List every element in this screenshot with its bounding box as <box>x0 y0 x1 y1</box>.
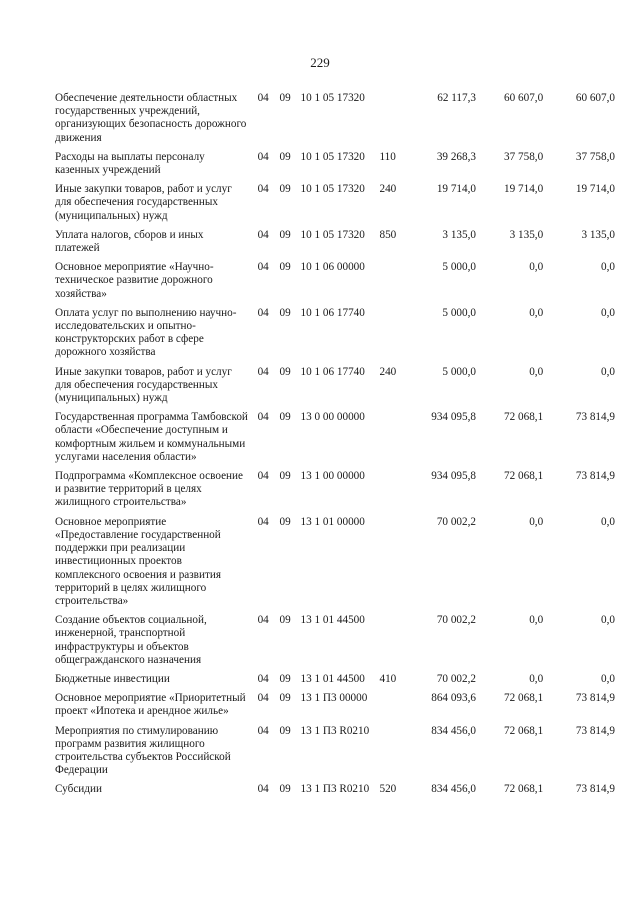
row-amount-3: 60 607,0 <box>575 92 615 104</box>
row-amount-1: 5 000,0 <box>442 306 476 319</box>
table-row <box>55 183 615 229</box>
row-subsection: 09 <box>279 783 291 796</box>
row-amount-2: 72 068,1 <box>504 783 544 796</box>
row-subsection: 09 <box>279 515 291 528</box>
row-razdel: 04 <box>257 365 269 378</box>
row-amount-1: 834 456,0 <box>431 724 476 737</box>
table-row <box>55 614 615 673</box>
row-amount-1: 70 002,2 <box>436 672 476 685</box>
row-expense-type <box>379 692 408 724</box>
table-row <box>55 151 615 183</box>
row-subsection: 09 <box>279 261 291 274</box>
row-target-article: 10 1 06 17740 <box>300 306 365 319</box>
row-subsection: 09 <box>279 183 291 196</box>
row-expense-type <box>379 92 408 151</box>
row-amount-3: 19 714,0 <box>575 183 615 196</box>
row-amount-1: 3 135,0 <box>442 228 476 241</box>
row-amount-2: 0,0 <box>529 614 544 627</box>
row-amount-1: 39 268,3 <box>436 150 476 163</box>
row-amount-2: 72 068,1 <box>504 724 544 737</box>
table-row <box>55 92 615 151</box>
row-target-article: 10 1 05 17320 <box>300 150 365 163</box>
row-target-article: 10 1 05 17320 <box>300 183 365 196</box>
row-amount-1: 5 000,0 <box>442 365 476 378</box>
row-amount-1: 19 714,0 <box>436 183 476 196</box>
row-razdel: 04 <box>257 724 269 737</box>
row-amount-2: 0,0 <box>529 365 544 378</box>
row-target-article: 10 1 05 17320 <box>300 92 365 104</box>
row-target-article: 13 1 П3 00000 <box>300 692 368 705</box>
table-row <box>55 783 615 802</box>
row-amount-1: 70 002,2 <box>436 614 476 627</box>
row-expense-type: 520 <box>379 783 397 796</box>
row-amount-3: 0,0 <box>601 261 615 274</box>
budget-table <box>55 92 615 803</box>
page-number: 229 <box>310 55 330 70</box>
row-expense-type: 410 <box>379 672 397 685</box>
row-razdel: 04 <box>257 515 269 528</box>
row-razdel: 04 <box>257 470 269 483</box>
row-razdel: 04 <box>257 92 269 104</box>
row-amount-1: 934 095,8 <box>431 411 476 424</box>
row-expense-type: 240 <box>379 365 397 378</box>
row-target-article: 10 1 06 17740 <box>300 365 365 378</box>
row-razdel: 04 <box>257 692 269 705</box>
row-subsection: 09 <box>279 470 291 483</box>
table-row <box>55 229 615 261</box>
row-subsection: 09 <box>279 365 291 378</box>
row-amount-2: 0,0 <box>529 261 544 274</box>
row-amount-3: 0,0 <box>601 515 615 528</box>
row-subsection: 09 <box>279 92 291 104</box>
row-name: Оплата услуг по выполнению научно-исследовательских и опытно-конструкторских работ в сфере дорожного хозяйства <box>55 306 237 359</box>
row-amount-2: 72 068,1 <box>504 411 544 424</box>
row-amount-2: 72 068,1 <box>504 692 544 705</box>
row-target-article: 10 1 06 00000 <box>300 261 365 274</box>
table-row <box>55 470 615 516</box>
table-row <box>55 725 615 784</box>
table-body <box>55 92 615 803</box>
table-row <box>55 366 615 412</box>
table-row <box>55 516 615 614</box>
row-name: Уплата налогов, сборов и иных платежей <box>55 228 204 255</box>
row-razdel: 04 <box>257 672 269 685</box>
row-expense-type <box>379 411 408 470</box>
row-amount-1: 70 002,2 <box>436 515 476 528</box>
row-expense-type: 110 <box>379 150 396 163</box>
row-amount-3: 73 814,9 <box>575 692 615 705</box>
row-name: Иные закупки товаров, работ и услуг для обеспечения государственных (муниципальных) нужд <box>55 365 232 405</box>
row-name: Субсидии <box>55 783 102 796</box>
row-expense-type: 850 <box>379 228 397 241</box>
row-expense-type <box>379 307 408 366</box>
row-razdel: 04 <box>257 783 269 796</box>
row-subsection: 09 <box>279 411 291 424</box>
row-amount-2: 0,0 <box>529 306 544 319</box>
row-subsection: 09 <box>279 306 291 319</box>
row-razdel: 04 <box>257 183 269 196</box>
row-target-article: 10 1 05 17320 <box>300 228 365 241</box>
row-name: Государственная программа Тамбовской области «Обеспечение доступным и комфортным жильем и коммунальными услугами населения области» <box>55 411 248 463</box>
row-amount-3: 73 814,9 <box>575 411 615 424</box>
table-row <box>55 673 615 692</box>
row-target-article: 13 0 00 00000 <box>300 411 365 424</box>
row-amount-1: 834 456,0 <box>431 783 476 796</box>
row-amount-2: 0,0 <box>529 672 544 685</box>
table-row <box>55 261 615 307</box>
row-amount-3: 73 814,9 <box>575 470 615 483</box>
row-name: Основное мероприятие «Предоставление государственной поддержки при реализации инвестиционных проектов комплексного освоения и развития территорий в целях жилищного строительства» <box>55 515 221 607</box>
row-target-article: 13 1 П3 R0210 <box>300 724 370 737</box>
row-amount-1: 62 117,3 <box>437 92 476 104</box>
row-subsection: 09 <box>279 672 291 685</box>
row-amount-2: 60 607,0 <box>504 92 544 104</box>
row-name: Подпрограмма «Комплексное освоение и развитие территорий в целях жилищного строительства» <box>55 470 243 509</box>
row-razdel: 04 <box>257 228 269 241</box>
row-amount-2: 72 068,1 <box>504 470 544 483</box>
row-target-article: 13 1 01 44500 <box>300 614 365 627</box>
row-amount-3: 73 814,9 <box>575 783 615 796</box>
row-razdel: 04 <box>257 306 269 319</box>
row-name: Создание объектов социальной, инженерной, транспортной инфраструктуры и объектов общегражданского назначения <box>55 614 207 666</box>
row-amount-2: 19 714,0 <box>504 183 544 196</box>
table-row <box>55 692 615 724</box>
row-name: Бюджетные инвестиции <box>55 672 170 685</box>
row-amount-3: 37 758,0 <box>575 150 615 163</box>
row-name: Обеспечение деятельности областных государственных учреждений, организующих безопасность дорожного движения <box>55 92 247 144</box>
row-razdel: 04 <box>257 150 269 163</box>
row-target-article: 13 1 П3 R0210 <box>300 783 370 796</box>
row-amount-2: 37 758,0 <box>504 150 544 163</box>
row-expense-type <box>379 725 408 784</box>
row-expense-type <box>379 614 408 673</box>
row-name: Расходы на выплаты персоналу казенных учреждений <box>55 150 205 177</box>
row-name: Иные закупки товаров, работ и услуг для обеспечения государственных (муниципальных) нужд <box>55 183 232 222</box>
row-amount-3: 3 135,0 <box>581 228 615 241</box>
row-subsection: 09 <box>279 724 291 737</box>
table-row <box>55 411 615 470</box>
row-razdel: 04 <box>257 261 269 274</box>
row-razdel: 04 <box>257 614 269 627</box>
row-name: Основное мероприятие «Научно-техническое развитие дорожного хозяйства» <box>55 261 214 300</box>
row-expense-type: 240 <box>379 183 397 196</box>
row-amount-3: 73 814,9 <box>575 724 615 737</box>
row-subsection: 09 <box>279 692 291 705</box>
row-amount-1: 5 000,0 <box>442 261 476 274</box>
row-subsection: 09 <box>279 228 291 241</box>
row-subsection: 09 <box>279 150 291 163</box>
row-amount-3: 0,0 <box>601 672 615 685</box>
row-name: Мероприятия по стимулированию программ развития жилищного строительства субъектов Российской Федерации <box>55 724 231 777</box>
row-target-article: 13 1 01 00000 <box>300 515 365 528</box>
row-amount-3: 0,0 <box>601 365 615 378</box>
row-amount-1: 864 093,6 <box>431 692 476 705</box>
row-razdel: 04 <box>257 411 269 424</box>
row-amount-2: 0,0 <box>529 515 544 528</box>
row-target-article: 13 1 00 00000 <box>300 470 365 483</box>
row-subsection: 09 <box>279 614 291 627</box>
row-expense-type <box>379 516 408 614</box>
row-amount-3: 0,0 <box>601 306 615 319</box>
row-expense-type <box>379 470 408 516</box>
row-amount-3: 0,0 <box>601 614 615 627</box>
row-expense-type <box>379 261 408 307</box>
row-target-article: 13 1 01 44500 <box>300 672 365 685</box>
row-amount-2: 3 135,0 <box>509 228 544 241</box>
table-row <box>55 307 615 366</box>
row-name: Основное мероприятие «Приоритетный проект «Ипотека и арендное жилье» <box>55 692 246 718</box>
row-amount-1: 934 095,8 <box>431 470 476 483</box>
